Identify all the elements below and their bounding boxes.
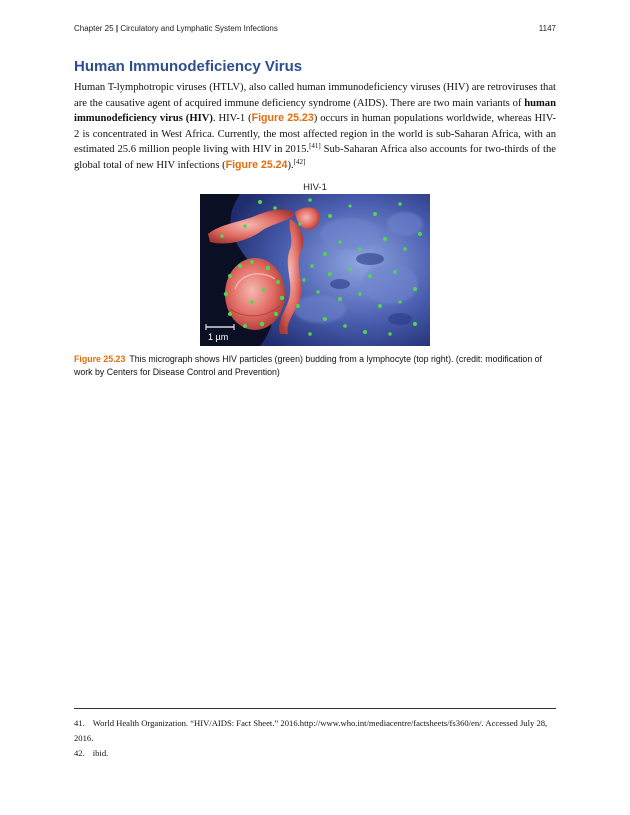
footnote-number: 42.: [74, 748, 85, 758]
footnote-41: [74, 716, 556, 746]
caption-figure-number: Figure 25.23: [74, 354, 126, 364]
footnote-divider: [74, 708, 556, 709]
footnote-text: World Health Organization. “HIV/AIDS: Fact Sheet.” 2016.http://www.who.int/mediacentre/factsheets/fs360/en/. Accessed July 28, 2016.: [74, 718, 548, 743]
footnote-ref-42[interactable]: [42]: [293, 157, 306, 166]
figure-label: HIV-1: [303, 182, 327, 193]
key-term: human immunodeficiency virus (HIV): [74, 97, 556, 124]
text-run: ).: [287, 159, 294, 171]
chapter-title: Circulatory and Lymphatic System Infections: [120, 24, 278, 33]
body-paragraph: [74, 80, 556, 173]
text-run: Human T-lymphotropic viruses (HTLV), also called human immunodeficiency viruses (HIV) are retroviruses that are the causative agent of acquired immune deficiency syndrome (AIDS). There are two main variants of: [74, 82, 556, 109]
footnote-ref-41[interactable]: [41]: [309, 142, 321, 150]
figure-link-25-23[interactable]: Figure 25.23: [251, 112, 314, 124]
header-separator: |: [115, 24, 119, 33]
page-header: [74, 24, 556, 33]
footnote-text: ibid.: [92, 748, 109, 758]
page-number: 1147: [538, 24, 556, 33]
text-run: Sub-Saharan Africa also accounts for two-thirds of the global total of new HIV infections (: [74, 144, 556, 171]
footnotes-list: [74, 716, 556, 761]
figure-link-25-24[interactable]: Figure 25.24: [225, 158, 288, 171]
footnote-42: [74, 746, 556, 761]
text-run: ) occurs in human populations worldwide, whereas HIV-2 is concentrated in West Africa. Currently, the most affected region in the world is sub-Saharan Africa, with an estimated 25.6 million people living with HIV in 2015.: [74, 113, 556, 155]
section-title: Human Immunodeficiency Virus: [74, 58, 303, 75]
figure-25-23: [200, 182, 430, 346]
hiv-micrograph-image: [200, 194, 430, 346]
figure-caption: [74, 353, 556, 378]
footnote-number: 41.: [74, 718, 85, 728]
chapter-number: Chapter 25: [74, 24, 114, 33]
scale-bar-label: 1 µm: [208, 332, 229, 342]
caption-text: This micrograph shows HIV particles (green) budding from a lymphocyte (top right). (credit: modification of work by Centers for Disease Control and Prevention): [74, 354, 542, 377]
text-run: . HIV-1 (: [212, 113, 252, 124]
